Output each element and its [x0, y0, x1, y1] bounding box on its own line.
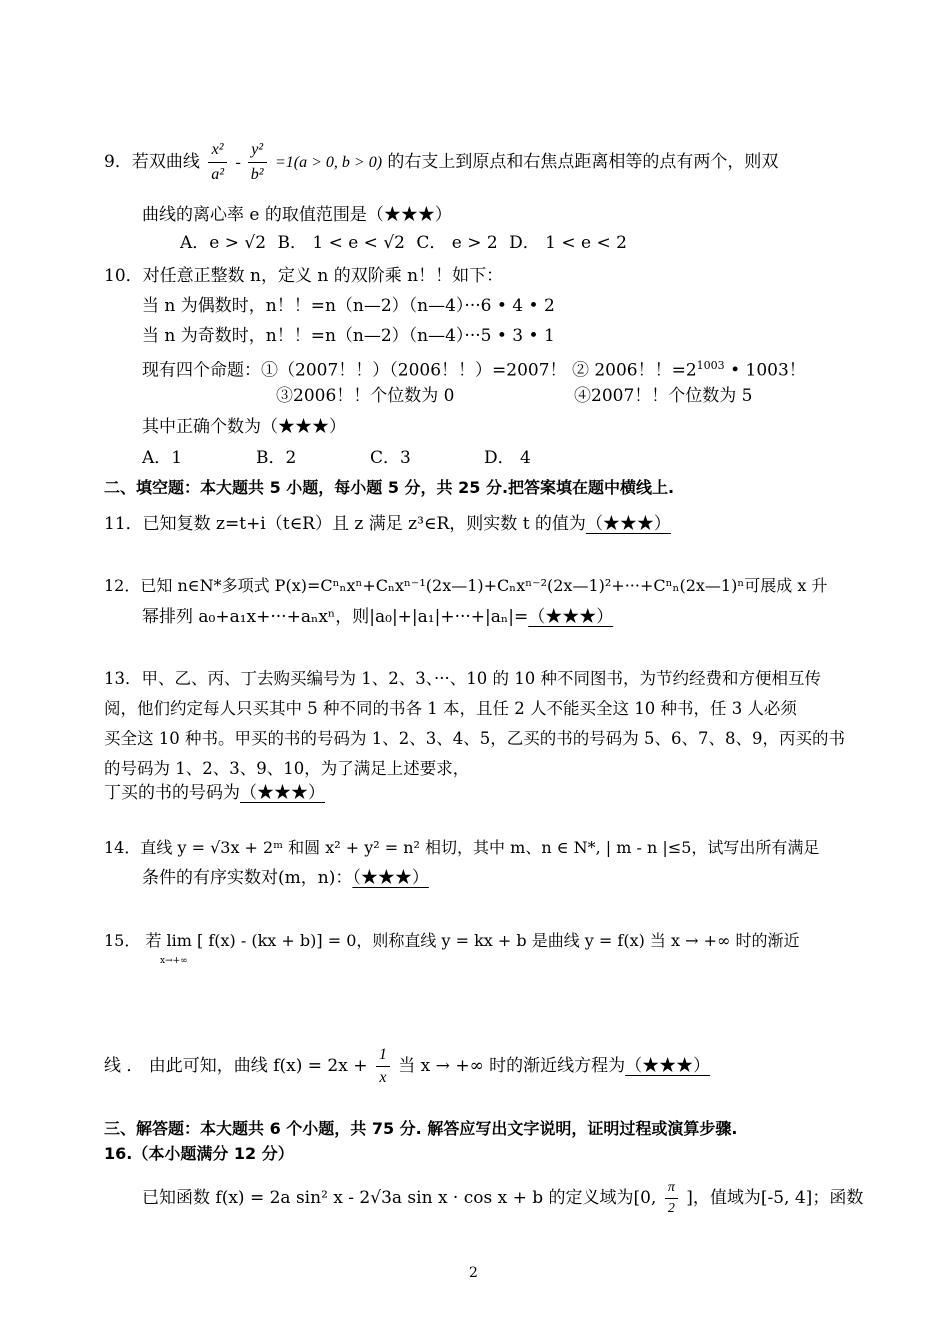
- q13-line3: 买全这 10 种书。甲买的书的号码为 1、2、3、4、5，乙买的书的号码为 5、6、7、8、9，丙买的书: [104, 729, 845, 748]
- page-number: 2: [469, 1265, 478, 1281]
- q13-answer-blank: （★★★）: [240, 783, 325, 803]
- q13-line4: 的号码为 1、2、3、9、10，为了满足上述要求，: [104, 759, 470, 778]
- q15-line1: 15． 若 lim [ f(x) - (kx + b)] = 0，则称直线 y = kx + b 是曲线 y = f(x) 当 x → +∞ 时的渐近: [104, 931, 800, 950]
- q10-proposition-3: ③2006！！个位数为 0: [276, 386, 455, 406]
- section-2-heading: 二、填空题：本大题共 5 小题，每小题 5 分，共 25 分.把答案填在题中横线上.: [104, 478, 675, 497]
- q9-tail: 的右支上到原点和右焦点距离相等的点有两个，则双: [387, 152, 779, 172]
- q13-line1: 13．甲、乙、丙、丁去购买编号为 1、2、3、···、10 的 10 种不同图书，为节约经费和方便相互传: [104, 669, 821, 688]
- q10-option-c: C．3: [370, 448, 411, 468]
- q9-line2: 曲线的离心率 e 的取值范围是（★★★）: [142, 205, 452, 225]
- q9-line1: 9．若双曲线 $\frac{\text{x²}}{\text{a²}}$ - $\frac{\text{y²}}{\text{b²}}$ =1(a > 0, b > 0) 的右支上到原点和右焦点距离相等的点有两个，则双: [104, 138, 778, 187]
- q9-number: 9．若双曲线: [104, 152, 200, 172]
- q9-option-a: A．e > √2: [180, 233, 267, 253]
- section-3-heading: 三、解答题：本大题共 6 个小题，共 75 分. 解答应写出文字说明，证明过程或演算步骤.: [104, 1119, 738, 1138]
- q10-line1: 10．对任意正整数 n，定义 n 的双阶乘 n！！如下：: [104, 266, 504, 286]
- q9-option-c: C． e > 2: [416, 233, 498, 253]
- q10-line4: 现有四个命题：①（2007！！）（2006！！）=2007！ ② 2006！！$=2^{1003}$ • 1003！: [142, 359, 806, 381]
- q10-option-b: B．2: [256, 448, 297, 468]
- q9-fraction-y: $\frac{\text{y²}}{\text{b²}}$: [248, 138, 267, 187]
- q14-line1: 14．直线 y = √3x + 2ᵐ 和圆 x² + y² = n² 相切，其中 m、n ∈ N*, | m - n |≤5，试写出所有满足: [104, 838, 820, 857]
- q10-option-d: D． 4: [484, 448, 531, 468]
- q14-line2: 条件的有序实数对(m，n)：（★★★）: [142, 867, 435, 889]
- q12-answer-blank: （★★★）: [528, 607, 614, 627]
- q13-last: 丁买的书的号码为（★★★）: [104, 783, 325, 803]
- q15-answer-blank: （★★★）: [625, 1056, 711, 1076]
- q15-limit-subscript: x→+∞: [160, 956, 188, 966]
- q13-line2: 阅，他们约定每人只买其中 5 种不同的书各 1 本，且任 2 人不能买全这 10 种书，任 3 人必须: [104, 699, 797, 718]
- q10-option-a: A．1: [142, 448, 183, 468]
- q16-text: 已知函数 f(x) = 2a sin² x - 2√3a sin x · cos x + b 的定义域为[0, $\frac{\pi}{2}$ ]，值域为[-5, 4]；函数: [142, 1178, 863, 1219]
- q10-line2: 当 n 为偶数时，n！！=n（n—2）（n—4）···6 • 4 • 2: [142, 296, 555, 316]
- q9-options: [180, 232, 627, 254]
- q9-fraction-x: $\frac{\text{x²}}{\text{a²}}$: [208, 138, 227, 187]
- q9-option-d: D． 1 < e < 2: [509, 233, 627, 253]
- q9-option-b: B． 1 < e < √2: [277, 233, 405, 253]
- q9-equation-rhs: =1(a > 0, b > 0): [274, 154, 383, 171]
- q12-line1: 12．已知 n∈N*多项式 P(x)=Cⁿₙxⁿ+Cₙxⁿ⁻¹(2x—1)+Cₙxⁿ⁻²(2x—1)²+···+Cⁿₙ(2x—1)ⁿ可展成 x 升: [104, 576, 828, 595]
- q10-line6: 其中正确个数为（★★★）: [142, 417, 346, 437]
- q16-fraction: $\frac{\pi}{2}$: [665, 1178, 678, 1219]
- q11: 11．已知复数 z=t+i（t∈R）且 z 满足 z³∈R，则实数 t 的值为（★★★）: [104, 513, 685, 535]
- q11-answer-blank: （★★★）: [585, 514, 671, 534]
- q15-fraction: $\frac{1}{x}$: [376, 1044, 390, 1089]
- q16-heading: 16.（本小题满分 12 分）: [104, 1144, 294, 1163]
- q15-line2: 线 ． 由此可知，曲线 f(x) = 2x + $\frac{1}{x}$ 当 x → +∞ 时的渐近线方程为（★★★）: [104, 1044, 716, 1089]
- q10-proposition-4: ④2007！！个位数为 5: [574, 386, 753, 406]
- q12-line2: 幂排列 a₀+a₁x+···+aₙxⁿ，则|a₀|+|a₁|+···+|aₙ|=（★★★）: [142, 606, 619, 628]
- q10-line3: 当 n 为奇数时，n！！=n（n—2）（n—4）···5 • 3 • 1: [142, 326, 555, 346]
- q14-answer-blank: （★★★）: [352, 868, 429, 888]
